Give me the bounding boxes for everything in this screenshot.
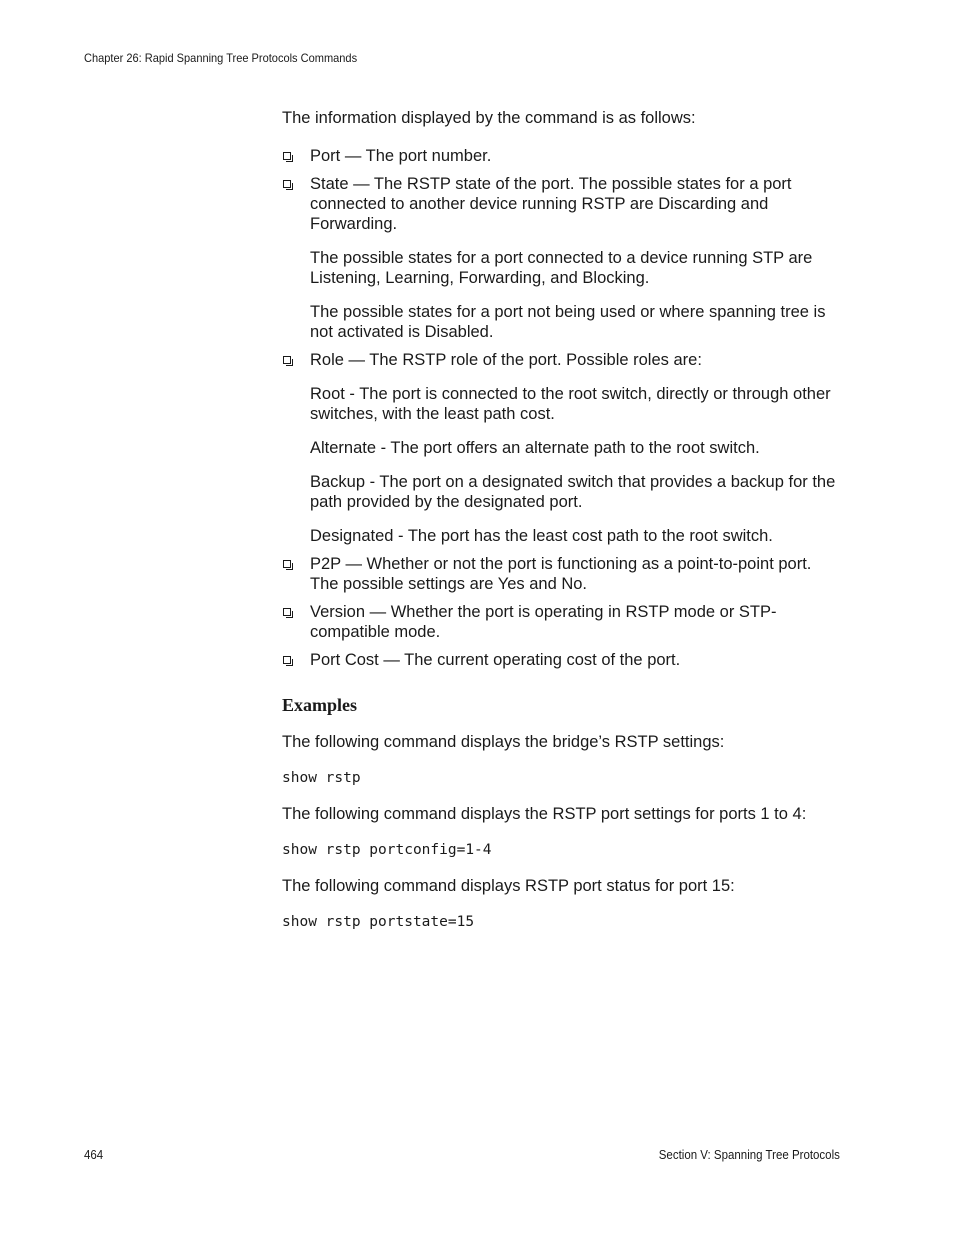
- example-command: show rstp portconfig=1-4: [282, 842, 492, 858]
- role-backup-paragraph: Backup - The port on a designated switch that provides a backup for the path provided by the designated port.: [310, 473, 836, 511]
- list-item: [282, 602, 842, 642]
- list-item: [282, 554, 842, 594]
- example-description: The following command displays the RSTP port settings for ports 1 to 4:: [282, 805, 807, 823]
- example-command: show rstp: [282, 770, 361, 786]
- checkbox-bullet-icon: [283, 356, 291, 364]
- intro-paragraph: The information displayed by the command is as follows:: [282, 109, 696, 127]
- bullet-text-role: Role — The RSTP role of the port. Possible roles are:: [310, 351, 702, 369]
- page-number: 464: [84, 1148, 104, 1162]
- list-item: [282, 174, 842, 342]
- list-item: [282, 650, 842, 670]
- bullet-text-state: State — The RSTP state of the port. The possible states for a port connected to another device running RSTP are Discarding and Forwarding.: [310, 175, 792, 233]
- state-sub-paragraph: The possible states for a port connected to a device running STP are Listening, Learning, Forwarding, and Blocking.: [310, 249, 813, 287]
- checkbox-bullet-icon: [283, 180, 291, 188]
- bullet-text-version: Version — Whether the port is operating in RSTP mode or STP-compatible mode.: [310, 603, 777, 641]
- examples-heading: Examples: [282, 695, 358, 715]
- bullet-text-port: Port — The port number.: [310, 147, 492, 165]
- checkbox-bullet-icon: [283, 152, 291, 160]
- checkbox-bullet-icon: [283, 656, 291, 664]
- running-header: Chapter 26: Rapid Spanning Tree Protocols Commands: [84, 51, 358, 65]
- bullet-text-p2p: P2P — Whether or not the port is functioning as a point-to-point port. The possible settings are Yes and No.: [310, 555, 812, 593]
- running-footer-section: Section V: Spanning Tree Protocols: [658, 1148, 840, 1162]
- example-command: show rstp portstate=15: [282, 914, 475, 930]
- list-item: [282, 350, 842, 546]
- checkbox-bullet-icon: [283, 608, 291, 616]
- page-body: [282, 108, 842, 948]
- example-description: The following command displays RSTP port status for port 15:: [282, 877, 735, 895]
- field-list: [282, 146, 842, 670]
- example-description: The following command displays the bridge’s RSTP settings:: [282, 733, 725, 751]
- bullet-text-port-cost: Port Cost — The current operating cost of the port.: [310, 651, 681, 669]
- role-alternate-paragraph: Alternate - The port offers an alternate path to the root switch.: [310, 439, 760, 457]
- role-designated-paragraph: Designated - The port has the least cost path to the root switch.: [310, 527, 773, 545]
- state-sub-paragraph: The possible states for a port not being used or where spanning tree is not activated is Disabled.: [310, 303, 826, 341]
- checkbox-bullet-icon: [283, 560, 291, 568]
- list-item: [282, 146, 842, 166]
- role-root-paragraph: Root - The port is connected to the root switch, directly or through other switches, with the least path cost.: [310, 385, 831, 423]
